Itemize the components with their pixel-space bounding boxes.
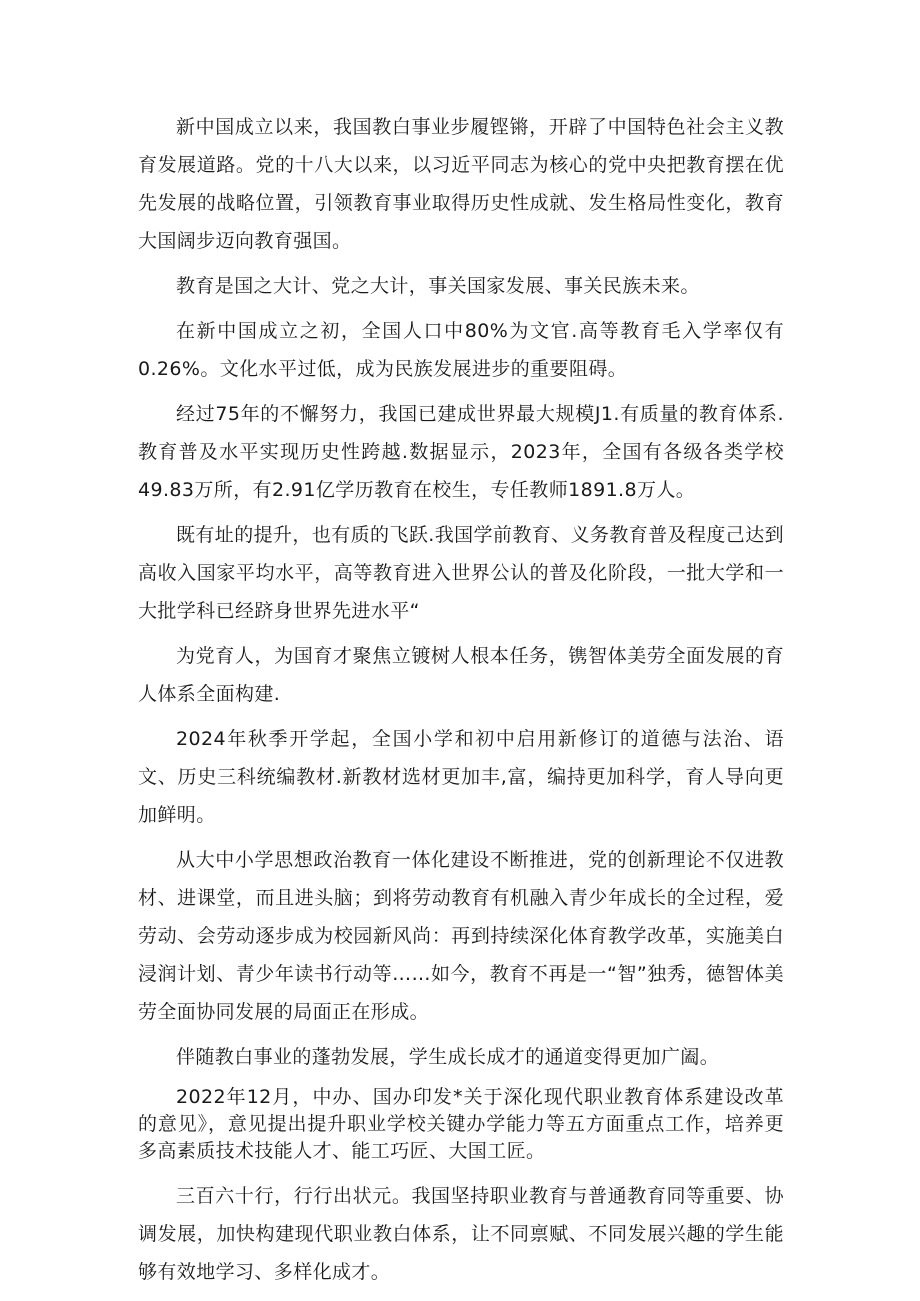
paragraph-9: 伴随教白事业的蓬勃发展，学生成长成才的通道变得更加广阖。 (176, 1046, 720, 1068)
paragraph-4: 经过75年的不懈努力，我国已建成世界最大规模J1.有质量的教育体系.教育普及水平实现历史性跨越.数据显示，2023年，全国有各级各类学校49.83万所，有2.91亿学历教育在校生，专任教师1891.8万人。 (138, 403, 784, 501)
paragraph-11: 三百六十行，行行出状元。我国坚持职业教育与普通教育同等重要、协调发展，加快构建现代职业教白体系，让不同禀赋、不同发展兴趣的学生能够有效地学习、多样化成才。 (138, 1185, 784, 1283)
paragraph-5: 既有址的提升，也有质的飞跃.我国学前教育、义务教育普及程度己达到高收入国家平均水平，高等教育进入世界公认的普及化阶段，一批大学和一大批学科已经跻身世界先进水平“ (138, 524, 784, 622)
paragraph-8: 从大中小学思想政治教育一体化建设不断推进，党的创新理论不仅进教材、进课堂，而且进头脑；到将劳动教育有机融入青少年成长的全过程，爱劳动、会劳动逐步成为校园新风尚：再到持续深化体育教学改革，实施美白浸润计划、青少年读书行动等……如今，教育不再是一“智”独秀，德智体美劳全面协同发展的局面正在形成。 (138, 849, 784, 1023)
paragraph-7: 2024年秋季开学起，全国小学和初中启用新修订的道德与法治、语文、历史三科统编教材.新教材选材更加丰,富，编持更加科学，育人导向更加鲜明。 (138, 728, 784, 826)
paragraph-2: 教育是国之大计、党之大计，事关国家发展、事关民族未来。 (176, 275, 700, 297)
document-body (138, 108, 784, 1291)
paragraph-3: 在新中国成立之初，全国人口中80%为文官.高等教育毛入学率仅有0.26%。文化水平过低，成为民族发展进步的重要阻碍。 (138, 320, 784, 380)
paragraph-6: 为党育人，为国育才聚焦立镀树人根本任务，镌智体美劳全面发展的育人体系全面构建. (138, 645, 784, 705)
paragraph-1: 新中国成立以来，我国教白事业步履铿锵，开辟了中国特色社会主义教育发展道路。党的十八大以来，以习近平同志为核心的党中央把教育摆在优先发展的战略位置，引领教育事业取得历史性成就、发生格局性变化，教育大国阔步迈向教育强国。 (138, 116, 784, 252)
paragraph-10: 2022年12月，中办、国办印发*关于深化现代职业教育体系建设改革的意见》，意见提出提升职业学校关键办学能力等五方面重点工作，培养更多高素质技术技能人才、能工巧匠、大国工匠。 (138, 1086, 784, 1162)
